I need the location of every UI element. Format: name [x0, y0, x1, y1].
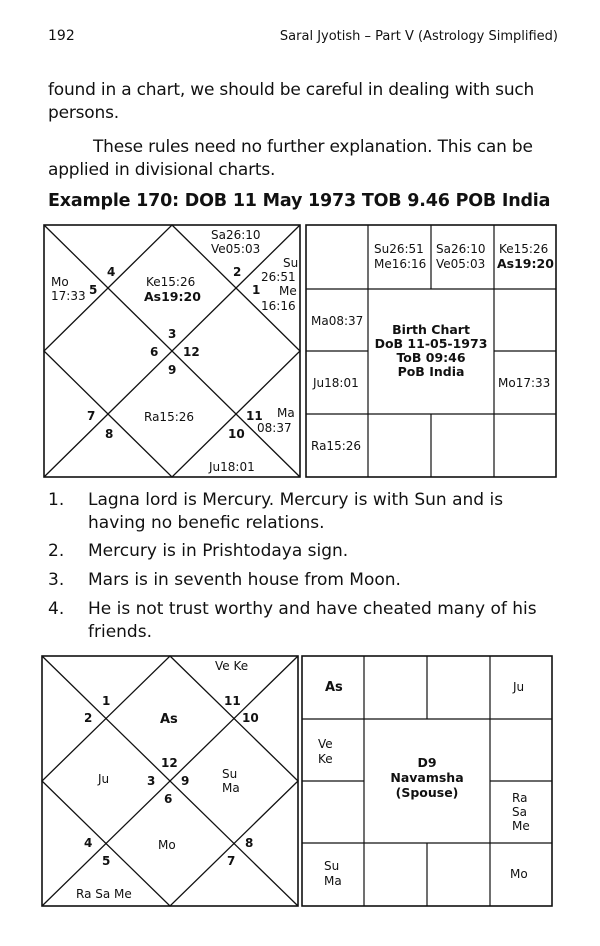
- south-indian-navamsha-chart: [301, 655, 553, 907]
- planet-label: Ju18:01: [313, 376, 359, 390]
- planet-label: Ve05:03: [436, 257, 486, 271]
- planet-label: Ju: [98, 772, 110, 786]
- sign-number: 7: [87, 409, 96, 423]
- south-indian-birth-chart: [305, 224, 557, 478]
- planet-label: Ke: [318, 752, 333, 766]
- planet-label: Mo: [51, 275, 69, 289]
- planet-label: Ra15:26: [144, 410, 195, 424]
- sign-number: 4: [84, 836, 93, 850]
- planet-label: Ma: [324, 874, 342, 888]
- planet-label: Mo: [510, 867, 528, 881]
- list-text: Lagna lord is Mercury. Mercury is with Sun and is having no benefic relations.: [88, 490, 504, 533]
- paragraph-rules-note: These rules need no further explanation. This can be applied in divisional charts.: [48, 137, 533, 180]
- sign-number: 9: [181, 774, 190, 788]
- sign-number: 11: [246, 409, 263, 423]
- list-text: Mars is in seventh house from Moon.: [88, 570, 401, 590]
- sign-number: 12: [183, 345, 200, 359]
- sign-number: 9: [168, 363, 177, 377]
- planet-label: Su: [324, 859, 340, 873]
- sign-number: 6: [164, 792, 173, 806]
- planet-label: 26:51: [261, 270, 296, 284]
- chart-center-title: D9: [417, 755, 437, 770]
- planet-label: Ra15:26: [311, 439, 362, 453]
- planet-label: Sa26:10: [436, 242, 486, 256]
- page-number: 192: [48, 28, 75, 44]
- planet-label: Me16:16: [374, 257, 427, 271]
- chart-center-note: (Spouse): [395, 785, 459, 800]
- sign-number: 11: [224, 694, 241, 708]
- planet-label: Sa: [512, 805, 527, 819]
- planet-label: Sa26:10: [211, 228, 261, 242]
- planet-label: Su: [283, 256, 299, 270]
- planet-label: Ve Ke: [215, 659, 249, 673]
- sign-number: 1: [252, 283, 261, 297]
- planet-label: Ve: [318, 737, 333, 751]
- paragraph-continuation: found in a chart, we should be careful in dealing with such persons.: [48, 80, 535, 123]
- sign-number: 3: [168, 327, 177, 341]
- sign-number: 5: [102, 854, 111, 868]
- planet-label: 08:37: [257, 421, 292, 435]
- list-text: He is not trust worthy and have cheated many of his friends.: [88, 599, 537, 642]
- list-number: 1.: [48, 490, 65, 510]
- planet-label: Su: [222, 767, 238, 781]
- sign-number: 12: [161, 756, 178, 770]
- chart-center-title: Birth Chart: [392, 322, 470, 337]
- planet-label: Ke15:26: [146, 275, 196, 289]
- chart-center-subtitle: Navamsha: [390, 770, 464, 785]
- list-text: Mercury is in Prishtodaya sign.: [88, 541, 349, 561]
- list-number: 4.: [48, 599, 65, 619]
- planet-label: Ra Sa Me: [76, 887, 132, 901]
- ascendant-label: As: [160, 712, 178, 727]
- planet-label: Su26:51: [374, 242, 424, 256]
- sign-number: 2: [84, 711, 93, 725]
- planet-label: Ma08:37: [311, 314, 364, 328]
- planet-label: 17:33: [51, 289, 86, 303]
- planet-label: Mo17:33: [498, 376, 551, 390]
- running-header-title: Saral Jyotish – Part V (Astrology Simplified): [279, 29, 558, 44]
- example-heading: Example 170: DOB 11 May 1973 TOB 9.46 POB India: [48, 191, 551, 211]
- sign-number: 2: [233, 265, 242, 279]
- sign-number: 4: [107, 265, 116, 279]
- sign-number: 7: [227, 854, 236, 868]
- planet-label: Ju18:01: [209, 460, 255, 474]
- planet-label: Ma: [277, 406, 295, 420]
- sign-number: 8: [245, 836, 254, 850]
- ascendant-label: As19:20: [144, 289, 201, 304]
- sign-number: 10: [228, 427, 245, 441]
- chart-center-dob: DoB 11-05-1973: [374, 336, 488, 351]
- planet-label: Me: [279, 284, 297, 298]
- ascendant-label: As19:20: [497, 256, 554, 271]
- sign-number: 6: [150, 345, 159, 359]
- list-number: 2.: [48, 541, 65, 561]
- planet-label: Mo: [158, 838, 176, 852]
- planet-label: Me: [512, 819, 530, 833]
- chart-center-tob: ToB 09:46: [396, 350, 466, 365]
- planet-label: Ve05:03: [211, 242, 261, 256]
- north-indian-birth-chart: [43, 224, 301, 478]
- ascendant-label: As: [325, 680, 343, 695]
- chart-center-pob: PoB India: [397, 364, 465, 379]
- planet-label: Ra: [512, 791, 528, 805]
- sign-number: 1: [102, 694, 111, 708]
- north-indian-navamsha-chart: [41, 655, 299, 907]
- planet-label: Ma: [222, 781, 240, 795]
- planet-label: Ju: [513, 680, 525, 694]
- sign-number: 8: [105, 427, 114, 441]
- sign-number: 5: [89, 283, 98, 297]
- sign-number: 3: [147, 774, 156, 788]
- list-number: 3.: [48, 570, 65, 590]
- sign-number: 10: [242, 711, 259, 725]
- planet-label: 16:16: [261, 299, 296, 313]
- planet-label: Ke15:26: [499, 242, 549, 256]
